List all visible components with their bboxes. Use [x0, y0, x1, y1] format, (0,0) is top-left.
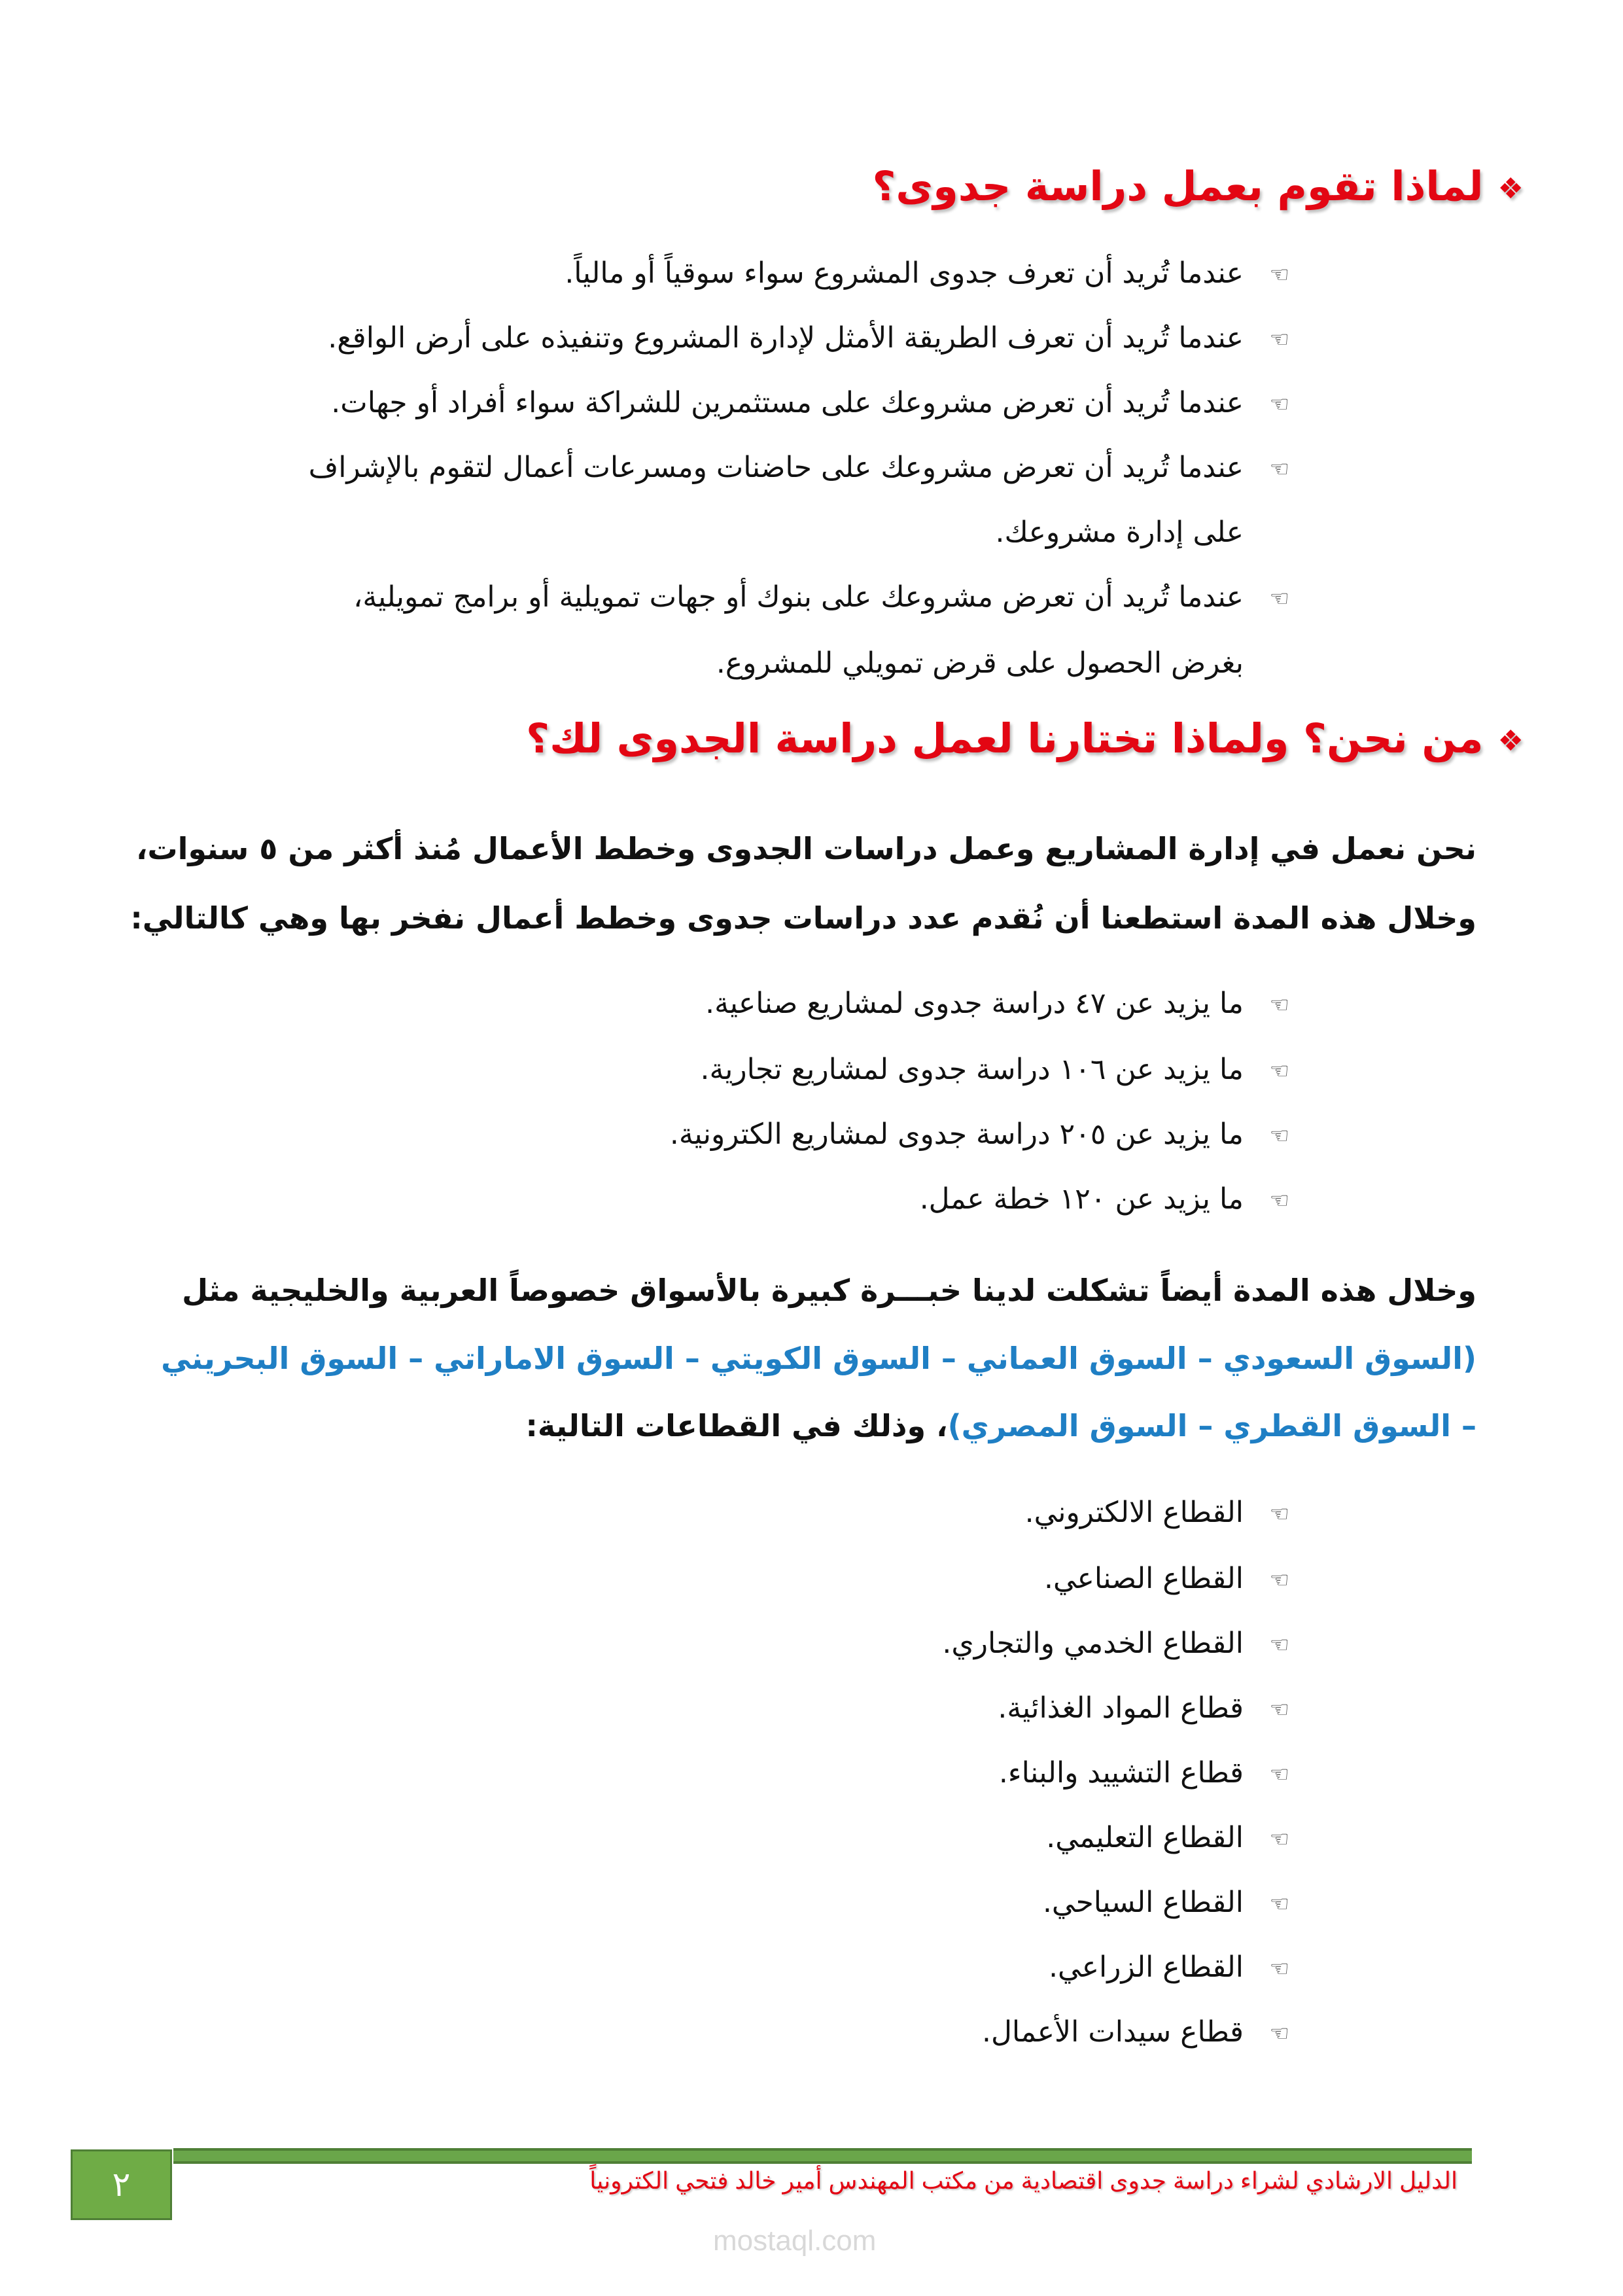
list-item-continued: [996, 516, 1244, 549]
list-item: [565, 256, 1289, 290]
intro-line: وخلال هذه المدة استطعنا أن نُقدم عدد دراسات جدوى وخطط أعمال نفخر بها وهي كالتالي:: [130, 900, 1476, 936]
list-item: [1046, 1821, 1289, 1854]
list-item-text: القطاع الخدمي والتجاري.: [942, 1627, 1244, 1660]
footer-text: الدليل الارشادي لشراء دراسة جدوى اقتصادية من مكتب المهندس أمير خالد فتحي الكترونياً: [589, 2167, 1457, 2194]
pointing-hand-icon: ☜: [1269, 456, 1289, 482]
list-item: [328, 321, 1289, 355]
list-item-text: عندما تُريد أن تعرض مشروعك على بنوك أو جهات تمويلية أو برامج تمويلية،: [353, 580, 1244, 614]
intro-line: نحن نعمل في إدارة المشاريع وعمل دراسات الجدوى وخطط الأعمال مُنذ أكثر من ٥ سنوات،: [135, 831, 1476, 866]
list-item: [1024, 1496, 1289, 1529]
list-item-continued: [716, 646, 1244, 680]
pointing-hand-icon: ☜: [1269, 1891, 1289, 1917]
list-item-text: عندما تُريد أن تعرض مشروعك على حاضنات ومسرعات أعمال لتقوم بالإشراف: [308, 451, 1244, 484]
pointing-hand-icon: ☜: [1269, 1632, 1289, 1658]
pointing-hand-icon: ☜: [1269, 1188, 1289, 1214]
list-item: [1042, 1886, 1289, 1919]
list-item-text: ما يزيد عن ١٠٦ دراسة جدوى لمشاريع تجارية.: [700, 1053, 1244, 1086]
heading-text: لماذا تقوم بعمل دراسة جدوى؟: [872, 162, 1484, 210]
pointing-hand-icon: ☜: [1269, 1826, 1289, 1852]
list-item-text: ما يزيد عن ١٢٠ خطة عمل.: [919, 1182, 1244, 1216]
list-item: [669, 1118, 1289, 1151]
list-item: [308, 451, 1289, 484]
list-item: [1049, 1951, 1289, 1984]
footer-rule: [173, 2148, 1472, 2164]
list-item-text: القطاع التعليمي.: [1046, 1821, 1244, 1854]
list-item: [998, 1756, 1289, 1790]
list-item: [919, 1182, 1289, 1216]
pointing-hand-icon: ☜: [1269, 1761, 1289, 1788]
pointing-hand-icon: ☜: [1269, 1123, 1289, 1149]
list-item-text: القطاع الصناعي.: [1043, 1562, 1244, 1595]
heading-text: من نحن؟ ولماذا تختارنا لعمل دراسة الجدوى لك؟: [526, 715, 1484, 762]
watermark: mostaql.com: [713, 2225, 877, 2257]
pointing-hand-icon: ☜: [1269, 262, 1289, 288]
pointing-hand-icon: ☜: [1269, 327, 1289, 353]
list-item: [942, 1627, 1289, 1660]
list-item-text: بغرض الحصول على قرض تمويلي للمشروع.: [716, 646, 1244, 680]
diamond-bullet-icon: ❖: [1497, 172, 1524, 206]
list-item: [331, 386, 1289, 419]
list-item-text: على إدارة مشروعك.: [995, 516, 1244, 549]
list-item: [1043, 1562, 1289, 1595]
markets-line: [525, 1408, 1476, 1443]
list-item-text: القطاع الزراعي.: [1049, 1951, 1244, 1984]
list-item-text: القطاع السياحي.: [1042, 1886, 1244, 1919]
list-item: [700, 1053, 1289, 1086]
page-number: ٢: [71, 2149, 172, 2220]
markets-line: (السوق السعودي – السوق العماني – السوق الكويتي – السوق الاماراتي – السوق البحريني: [161, 1341, 1476, 1376]
pointing-hand-icon: ☜: [1269, 992, 1289, 1018]
list-item: [981, 2015, 1289, 2049]
section1-heading: [872, 162, 1524, 210]
list-item: [705, 987, 1289, 1020]
list-item-text: ما يزيد عن ٢٠٥ دراسة جدوى لمشاريع الكترونية.: [669, 1118, 1244, 1151]
list-item: [353, 580, 1289, 614]
markets-list: – السوق القطري – السوق المصري): [947, 1408, 1476, 1443]
list-item-text: عندما تُريد أن تعرف جدوى المشروع سواء سوقياً أو مالياً.: [565, 256, 1244, 290]
pointing-hand-icon: ☜: [1269, 1058, 1289, 1084]
list-item-text: قطاع التشييد والبناء.: [998, 1756, 1244, 1790]
list-item-text: عندما تُريد أن تعرف الطريقة الأمثل لإدارة المشروع وتنفيذه على أرض الواقع.: [328, 321, 1244, 355]
pointing-hand-icon: ☜: [1269, 586, 1289, 612]
markets-line: وخلال هذه المدة أيضاً تشكلت لدينا خبـــرة كبيرة بالأسواق خصوصاً العربية والخليجية مثل: [182, 1273, 1476, 1308]
pointing-hand-icon: ☜: [1269, 1501, 1289, 1527]
list-item-text: قطاع المواد الغذائية.: [998, 1691, 1244, 1725]
list-item-text: ما يزيد عن ٤٧ دراسة جدوى لمشاريع صناعية.: [705, 987, 1244, 1020]
pointing-hand-icon: ☜: [1269, 1956, 1289, 1982]
list-item-text: قطاع سيدات الأعمال.: [981, 2015, 1244, 2049]
pointing-hand-icon: ☜: [1269, 1567, 1289, 1593]
list-item-text: القطاع الالكتروني.: [1024, 1496, 1244, 1529]
diamond-bullet-icon: ❖: [1497, 724, 1524, 758]
list-item: [998, 1691, 1289, 1725]
sectors-intro: ، وذلك في القطاعات التالية:: [525, 1408, 948, 1443]
pointing-hand-icon: ☜: [1269, 391, 1289, 417]
pointing-hand-icon: ☜: [1269, 1697, 1289, 1723]
list-item-text: عندما تُريد أن تعرض مشروعك على مستثمرين للشراكة سواء أفراد أو جهات.: [331, 386, 1244, 419]
pointing-hand-icon: ☜: [1269, 2021, 1289, 2047]
section2-heading: [526, 715, 1524, 762]
